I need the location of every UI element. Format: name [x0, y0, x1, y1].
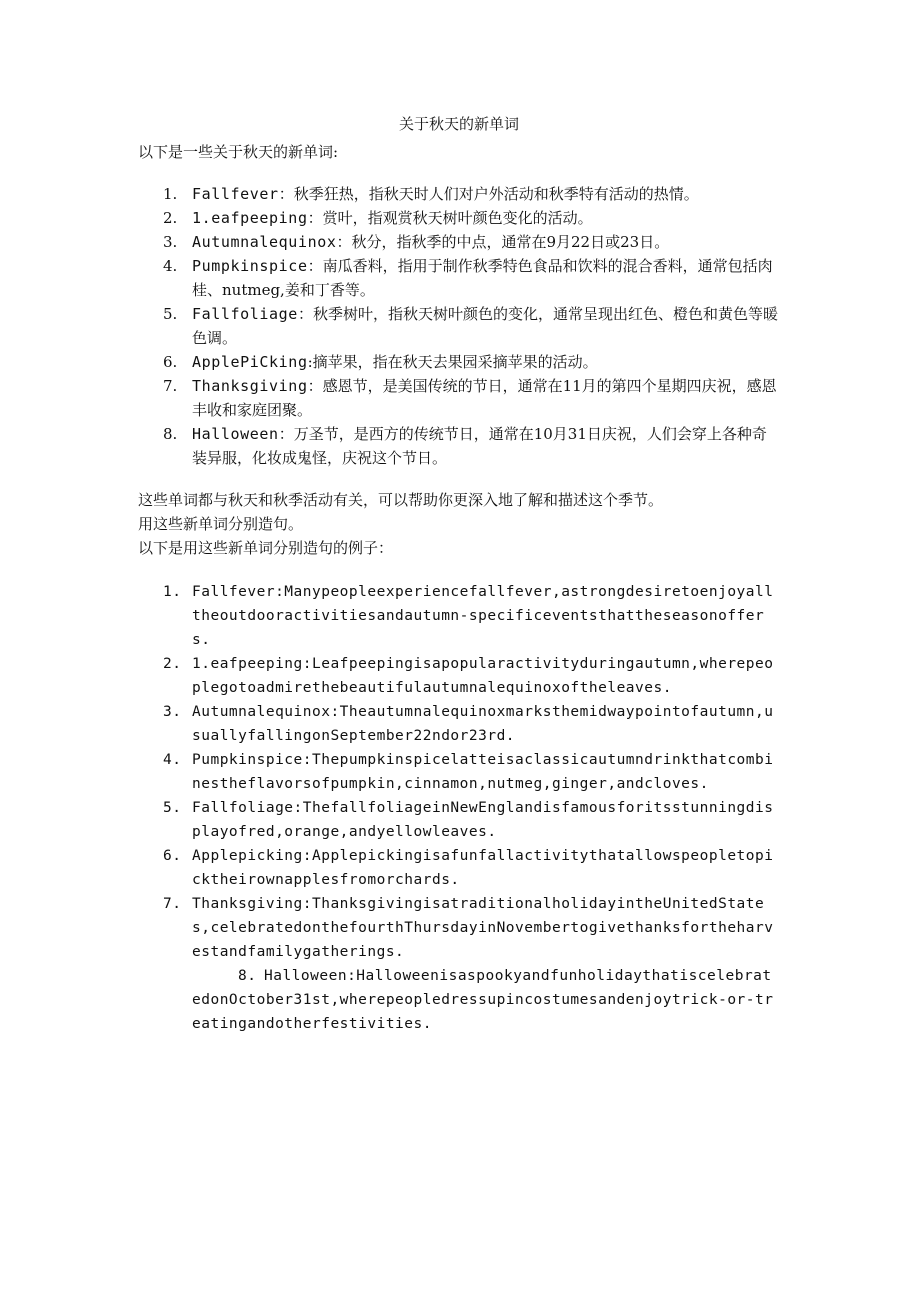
sentence-item: 6. Applepicking:Applepickingisafunfallactivitythatallowspeopletopicktheirownapplesfromorchards.: [163, 848, 774, 888]
vocab-item: 4. Pumpkinspice：南瓜香料，指用于制作秋季特色食品和饮料的混合香料，通常包括肉桂、nutmeg,姜和丁香等。: [163, 257, 773, 299]
vocab-term: Thanksgiving: [192, 377, 308, 395]
document-title: 关于秋天的新单词: [398, 115, 519, 133]
vocab-definition: ：万圣节，是西方的传统节日，通常在10月31日庆祝，人们会穿上各种奇装异服，化妆成鬼怪，庆祝这个节日。: [192, 425, 767, 467]
sentence-item: 7. Thanksgiving:ThanksgivingisatraditionalholidayintheUnitedStates,celebratedonthefourthThursdayinNovembertogivethanksfortheharvestandfamilygatherings.: [163, 896, 774, 960]
vocab-list: [138, 182, 780, 470]
document-page: [138, 112, 780, 1036]
vocab-definition: ：南瓜香料，指用于制作秋季特色食品和饮料的混合香料，通常包括肉桂、nutmeg,姜和丁香等。: [192, 257, 773, 299]
sentence-item: 4. Pumpkinspice:Thepumpkinspicelatteisaclassicautumndrinkthatcombinestheflavorsofpumpkin,cinnamon,nutmeg,ginger,andcloves.: [163, 752, 774, 792]
instruction-paragraph: 用这些新单词分别造句。: [138, 515, 304, 533]
vocab-item: 8. Halloween：万圣节，是西方的传统节日，通常在10月31日庆祝，人们会穿上各种奇装异服，化妆成鬼怪，庆祝这个节日。: [163, 425, 767, 467]
vocab-definition: ：秋季狂热，指秋天时人们对户外活动和秋季特有活动的热情。: [278, 185, 699, 203]
sentence-item: 3. Autumnalequinox:Theautumnalequinoxmarksthemidwaypointofautumn,usuallyfallingonSeptember22ndor23rd.: [163, 704, 774, 744]
sentence-item: 1. Fallfever:Manypeopleexperiencefallfever,astrongdesiretoenjoyalltheoutdooractivitiesandautumn-specificeventsthattheseasonoffers.: [163, 584, 774, 648]
vocab-definition: ：秋季树叶，指秋天树叶颜色的变化，通常呈现出红色、橙色和黄色等暖色调。: [192, 305, 778, 347]
vocab-item: 2. 1.eafpeeping：赏叶，指观赏秋天树叶颜色变化的活动。: [163, 209, 593, 227]
vocab-term: Pumpkinspice: [192, 257, 308, 275]
vocab-definition: ：感恩节，是美国传统的节日，通常在11月的第四个星期四庆祝，感恩丰收和家庭团聚。: [192, 377, 777, 419]
vocab-term: Autumnalequinox: [192, 233, 337, 251]
vocab-term: Fallfever: [192, 185, 279, 203]
sentence-text: Fallfever:Manypeopleexperiencefallfever,astrongdesiretoenjoyalltheoutdooractivitiesandautumn-specificeventsthattheseasonoffers.: [192, 584, 774, 648]
sentence-list: [138, 580, 780, 1036]
summary-paragraph: 这些单词都与秋天和秋季活动有关，可以帮助你更深入地了解和描述这个季节。: [138, 491, 664, 509]
vocab-item: 1. Fallfever：秋季狂热，指秋天时人们对户外活动和秋季特有活动的热情。: [163, 185, 699, 203]
intro-paragraph: 以下是一些关于秋天的新单词:: [138, 143, 339, 161]
sentence-text: Fallfoliage:ThefallfoliageinNewEnglandisfamousforitsstunningdisplayofred,orange,andyellowleaves.: [192, 800, 774, 840]
vocab-definition: ：秋分，指秋季的中点，通常在9月22日或23日。: [336, 233, 670, 251]
vocab-item: 5. Fallfoliage：秋季树叶，指秋天树叶颜色的变化，通常呈现出红色、橙色和黄色等暖色调。: [163, 305, 778, 347]
sentence-item: 8. Halloween:HalloweenisaspookyandfunholidaythatiscelebratedonOctober31st,wherepeopledressupincostumesandenjoytrick-or-treatingandotherfestivities.: [192, 968, 774, 1032]
sentence-text: Pumpkinspice:Thepumpkinspicelatteisaclassicautumndrinkthatcombinestheflavorsofpumpkin,cinnamon,nutmeg,ginger,andcloves.: [192, 752, 774, 792]
sentence-item: 5. Fallfoliage:ThefallfoliageinNewEnglandisfamousforitsstunningdisplayofred,orange,andyellowleaves.: [163, 800, 774, 840]
vocab-definition: :摘苹果，指在秋天去果园采摘苹果的活动。: [307, 353, 598, 371]
vocab-definition: ：赏叶，指观赏秋天树叶颜色变化的活动。: [307, 209, 593, 227]
sentence-text: Autumnalequinox:Theautumnalequinoxmarksthemidwaypointofautumn,usuallyfallingonSeptember22ndor23rd.: [192, 704, 774, 744]
vocab-item: 3. Autumnalequinox：秋分，指秋季的中点，通常在9月22日或23日。: [163, 233, 670, 251]
sentence-text: 1.eafpeeping:Leafpeepingisapopularactivityduringautumn,wherepeoplegotoadmirethebeautifulautumnalequinoxoftheleaves.: [192, 656, 774, 696]
sentence-item: 2. 1.eafpeeping:Leafpeepingisapopularactivityduringautumn,wherepeoplegotoadmirethebeautifulautumnalequinoxoftheleaves.: [163, 656, 774, 696]
sentence-text: Halloween:HalloweenisaspookyandfunholidaythatiscelebratedonOctober31st,wherepeopledressupincostumesandenjoytrick-or-treatingandotherfestivities.: [192, 968, 774, 1032]
vocab-item: 7. Thanksgiving：感恩节，是美国传统的节日，通常在11月的第四个星期四庆祝，感恩丰收和家庭团聚。: [163, 377, 777, 419]
sentence-text: Applepicking:Applepickingisafunfallactivitythatallowspeopletopicktheirownapplesfromorchards.: [192, 848, 774, 888]
vocab-term: ApplePiCking: [192, 353, 308, 371]
vocab-term: Fallfoliage: [192, 305, 298, 323]
vocab-term: Halloween: [192, 425, 279, 443]
vocab-term: 1.eafpeeping: [192, 209, 308, 227]
examples-intro-paragraph: 以下是用这些新单词分别造句的例子：: [138, 539, 394, 557]
vocab-item: 6. ApplePiCking:摘苹果，指在秋天去果园采摘苹果的活动。: [163, 353, 598, 371]
sentence-text: Thanksgiving:ThanksgivingisatraditionalholidayintheUnitedStates,celebratedonthefourthThursdayinNovembertogivethanksfortheharvestandfamilygatherings.: [192, 896, 774, 960]
